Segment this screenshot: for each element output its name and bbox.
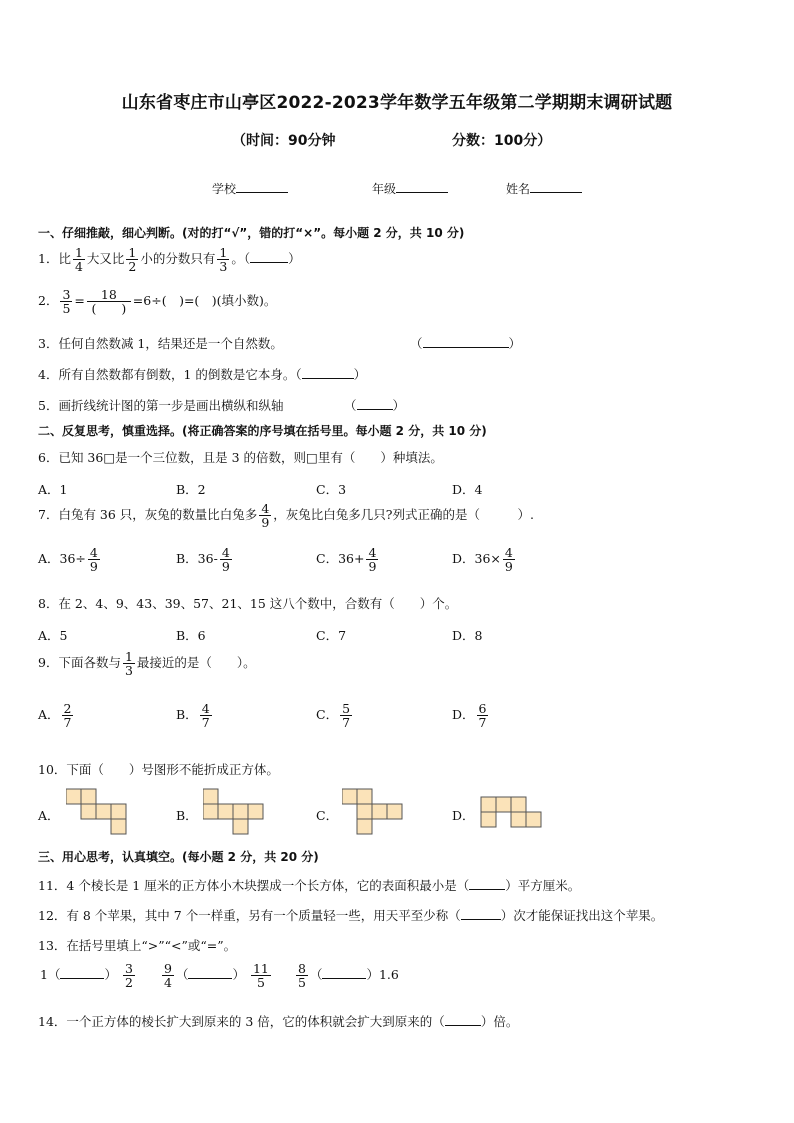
net-cell: [203, 789, 218, 804]
fraction: $\frac{11}{5}$: [252, 961, 269, 991]
q7-option-b[interactable]: B．36- $\frac{4}{9}$: [176, 545, 230, 575]
q6-option-a[interactable]: A．1: [38, 482, 68, 497]
net-cell: [66, 789, 81, 804]
question-12: 12．有 8 个苹果，其中 7 个一样重，另有一个质量轻一些，用天平至少称（ ）次才能保证找出这个苹果。: [38, 908, 664, 923]
q13-compare-3: $\frac{8}{5}$ （ ）1.6: [298, 961, 399, 991]
school-blank[interactable]: [236, 180, 288, 193]
net-cells: [342, 789, 402, 834]
q6-option-d[interactable]: D．4: [452, 482, 483, 497]
net-cell: [233, 804, 248, 819]
fraction: $\frac{2}{7}$: [63, 701, 72, 731]
question-11: 11．4 个棱长是 1 厘米的正方体小木块摆成一个长方体，它的表面积最小是（ ）平方厘米。: [38, 878, 581, 893]
net-cells: [481, 797, 541, 827]
q13-compare-1: 1（ ） $\frac{3}{2}$: [40, 961, 133, 991]
question-14: 14．一个正方体的棱长扩大到原来的 3 倍，它的体积就会扩大到原来的（ ）倍。: [38, 1014, 519, 1029]
exam-time: （时间：90分钟: [232, 133, 336, 149]
answer-blank[interactable]: [357, 397, 393, 410]
name-blank[interactable]: [530, 180, 582, 193]
fraction: $\frac{4}{9}$: [504, 545, 513, 575]
net-cells: [66, 789, 126, 834]
net-cell: [203, 804, 218, 819]
grade-label: 年级: [372, 182, 397, 196]
net-cell: [511, 812, 526, 827]
question-13: 13．在括号里填上“>”“<”或“=”。: [38, 938, 237, 953]
q10-net-d-figure[interactable]: [480, 796, 546, 832]
question-2: 2． $\frac{3}{5}$ = $\frac{18}{( )}$ =6÷( )=( )(填小数)。: [38, 287, 277, 317]
answer-blank[interactable]: [445, 1013, 481, 1026]
q10-net-c-figure[interactable]: [342, 788, 408, 836]
fraction: $\frac{9}{4}$: [164, 961, 172, 991]
net-cell: [511, 797, 526, 812]
net-cell: [526, 812, 541, 827]
answer-blank[interactable]: ( ): [91, 301, 127, 317]
fraction: $\frac{3}{2}$: [124, 961, 133, 991]
net-cell: [357, 819, 372, 834]
fraction: $\frac{3}{5}$: [62, 287, 71, 317]
q10-net-b-figure[interactable]: [203, 788, 269, 836]
net-cell: [342, 789, 357, 804]
question-4: 4．所有自然数都有倒数，1 的倒数是它本身。（ ）: [38, 367, 367, 382]
q9-option-c[interactable]: C． $\frac{5}{7}$: [316, 701, 351, 731]
answer-blank[interactable]: [322, 966, 366, 979]
answer-blank[interactable]: [188, 966, 232, 979]
q13-compare-2: $\frac{9}{4}$ （ ） $\frac{11}{5}$: [164, 961, 269, 991]
school-field[interactable]: [212, 180, 288, 197]
answer-blank[interactable]: [423, 335, 509, 348]
q7-option-c[interactable]: C．36+ $\frac{4}{9}$: [316, 545, 377, 575]
net-cell: [96, 804, 111, 819]
net-cell: [357, 789, 372, 804]
name-label: 姓名: [506, 182, 531, 196]
q8-option-d[interactable]: D．8: [452, 628, 483, 643]
net-cell: [233, 819, 248, 834]
fraction: $\frac{4}{7}$: [201, 701, 210, 731]
fraction: $\frac{4}{9}$: [368, 545, 377, 575]
section2-heading: 二、反复思考，慎重选择。(将正确答案的序号填在括号里。每小题 2 分，共 10 分): [38, 424, 487, 438]
q9-option-b[interactable]: B． $\frac{4}{7}$: [176, 701, 210, 731]
question-7: 7．白兔有 36 只，灰兔的数量比白兔多 $\frac{4}{9}$ ，灰兔比白兔多几只?列式正确的是（ ）.: [38, 501, 534, 531]
q7-option-d[interactable]: D．36× $\frac{4}{9}$: [452, 545, 513, 575]
q7-option-a[interactable]: A．36÷ $\frac{4}{9}$: [38, 545, 98, 575]
fraction: $\frac{1}{2}$: [128, 245, 137, 275]
question-5-answer[interactable]: （ ）: [344, 398, 406, 413]
question-9: 9．下面各数与 $\frac{1}{3}$ 最接近的是（ ）。: [38, 649, 256, 679]
q10-option-b-label[interactable]: B．: [176, 808, 198, 823]
answer-blank[interactable]: [250, 250, 288, 263]
question-8: 8．在 2、4、9、43、39、57、21、15 这八个数中，合数有（ ）个。: [38, 596, 458, 611]
question-10: 10．下面（ ）号图形不能折成正方体。: [38, 762, 279, 777]
answer-blank[interactable]: [469, 877, 505, 890]
fraction: $\frac{18}{( )}$: [87, 288, 131, 315]
fraction: $\frac{1}{3}$: [124, 649, 133, 679]
fraction: $\frac{4}{9}$: [261, 501, 270, 531]
answer-blank[interactable]: [60, 966, 104, 979]
net-cell: [111, 819, 126, 834]
net-cell: [357, 804, 372, 819]
fraction: $\frac{6}{7}$: [478, 701, 487, 731]
net-cell: [496, 797, 511, 812]
fraction: $\frac{1}{3}$: [219, 245, 228, 275]
q9-option-a[interactable]: A． $\frac{2}{7}$: [38, 701, 72, 731]
question-5: 5．画折线统计图的第一步是画出横纵和纵轴: [38, 398, 284, 413]
net-cell: [387, 804, 402, 819]
q9-option-d[interactable]: D． $\frac{6}{7}$: [452, 701, 487, 731]
net-cell: [218, 804, 233, 819]
page-title: 山东省枣庄市山亭区2022-2023学年数学五年级第二学期期末调研试题: [121, 93, 673, 113]
q10-net-a-figure[interactable]: [66, 788, 132, 836]
fraction: $\frac{4}{9}$: [89, 545, 98, 575]
q6-option-b[interactable]: B．2: [176, 482, 206, 497]
net-cell: [481, 797, 496, 812]
q8-option-c[interactable]: C．7: [316, 628, 347, 643]
grade-field[interactable]: [372, 180, 448, 197]
section1-heading: 一、仔细推敲，细心判断。(对的打“√”，错的打“×”。每小题 2 分，共 10 分): [38, 226, 465, 240]
q10-option-a-label[interactable]: A．: [38, 808, 60, 823]
exam-score: 分数：100分）: [452, 133, 552, 149]
section3-heading: 三、用心思考，认真填空。(每小题 2 分，共 20 分): [38, 850, 319, 864]
net-cell: [81, 804, 96, 819]
net-cell: [111, 804, 126, 819]
answer-blank[interactable]: [461, 907, 501, 920]
net-cell: [248, 804, 263, 819]
net-cells: [203, 789, 263, 834]
fraction: $\frac{1}{4}$: [74, 245, 83, 275]
q6-option-c[interactable]: C．3: [316, 482, 347, 497]
question-1: 1．比 $\frac{1}{4}$ 大又比 $\frac{1}{2}$ 小的分数只有 $\frac{1}{3}$ 。（ ）: [38, 245, 301, 275]
net-cell: [81, 789, 96, 804]
q10-option-c-label[interactable]: C．: [316, 808, 339, 823]
question-6: 6．已知 36□是一个三位数，且是 3 的倍数，则□里有（ ）种填法。: [38, 450, 443, 465]
school-label: 学校: [212, 182, 237, 196]
answer-blank[interactable]: [302, 366, 354, 379]
name-field[interactable]: [506, 180, 582, 197]
grade-blank[interactable]: [396, 180, 448, 193]
net-cell: [481, 812, 496, 827]
fraction: $\frac{4}{9}$: [221, 545, 230, 575]
q10-option-d-label[interactable]: D．: [452, 808, 475, 823]
fraction: $\frac{8}{5}$: [298, 961, 306, 991]
q8-option-a[interactable]: A．5: [38, 628, 68, 643]
q8-option-b[interactable]: B．6: [176, 628, 206, 643]
question-3: 3．任何自然数减 1，结果还是一个自然数。: [38, 336, 283, 351]
question-3-answer[interactable]: （ ）: [410, 336, 522, 351]
net-cell: [372, 804, 387, 819]
fraction: $\frac{5}{7}$: [342, 701, 351, 731]
